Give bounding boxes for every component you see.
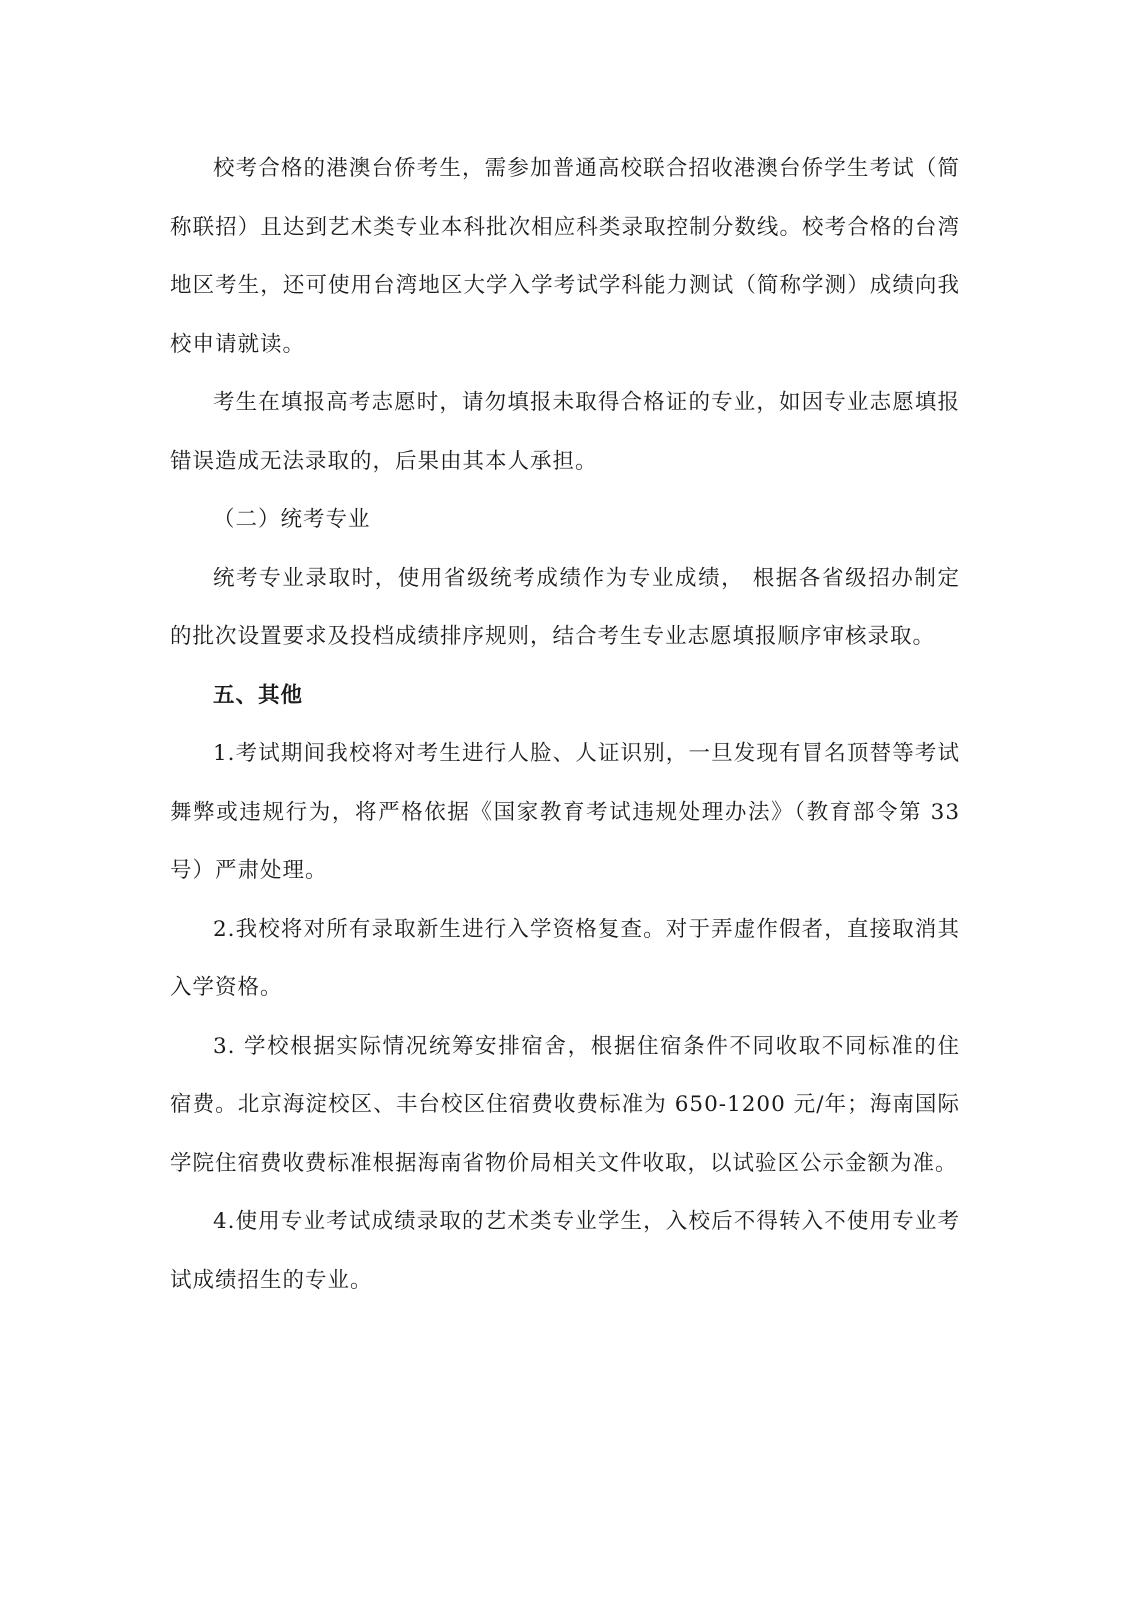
list-item-identity-check: 1.考试期间我校将对考生进行人脸、人证识别，一旦发现有冒名顶替等考试舞弊或违规行为，将严格依据《国家教育考试违规处理办法》（教育部令第 33 号）严肃处理。 [170, 741, 960, 883]
paragraph-unified-exam: 统考专业录取时，使用省级统考成绩作为专业成绩， 根据各省级招办制定的批次设置要求及投档成绩排序规则，结合考生专业志愿填报顺序审核录取。 [170, 565, 960, 649]
subheading-unified-exam: （二）统考专业 [213, 507, 371, 532]
section-heading-other: 五、其他 [213, 682, 304, 708]
list-item-qualification-review: 2.我校将对所有录取新生进行入学资格复查。对于弄虚作假者，直接取消其入学资格。 [170, 916, 960, 1000]
list-item-major-transfer: 4.使用专业考试成绩录取的艺术类专业学生，入校后不得转入不使用专业考试成绩招生的专业。 [170, 1209, 960, 1293]
paragraph-volunteer-warning: 考生在填报高考志愿时，请勿填报未取得合格证的专业，如因专业志愿填报错误造成无法录取的，后果由其本人承担。 [170, 390, 960, 474]
list-item-accommodation: 3. 学校根据实际情况统筹安排宿舍，根据住宿条件不同收取不同标准的住宿费。北京海淀校区、丰台校区住宿费收费标准为 650-1200 元/年；海南国际学院住宿费收费标准根据海南省物价局相关文件收取，以试验区公示金额为准。 [170, 1033, 960, 1176]
document-page [170, 140, 960, 1310]
paragraph-hkmt-exam: 校考合格的港澳台侨考生，需参加普通高校联合招收港澳台侨学生考试（简称联招）且达到艺术类专业本科批次相应科类录取控制分数线。校考合格的台湾地区考生，还可使用台湾地区大学入学考试学科能力测试（简称学测）成绩向我校申请就读。 [170, 156, 960, 357]
